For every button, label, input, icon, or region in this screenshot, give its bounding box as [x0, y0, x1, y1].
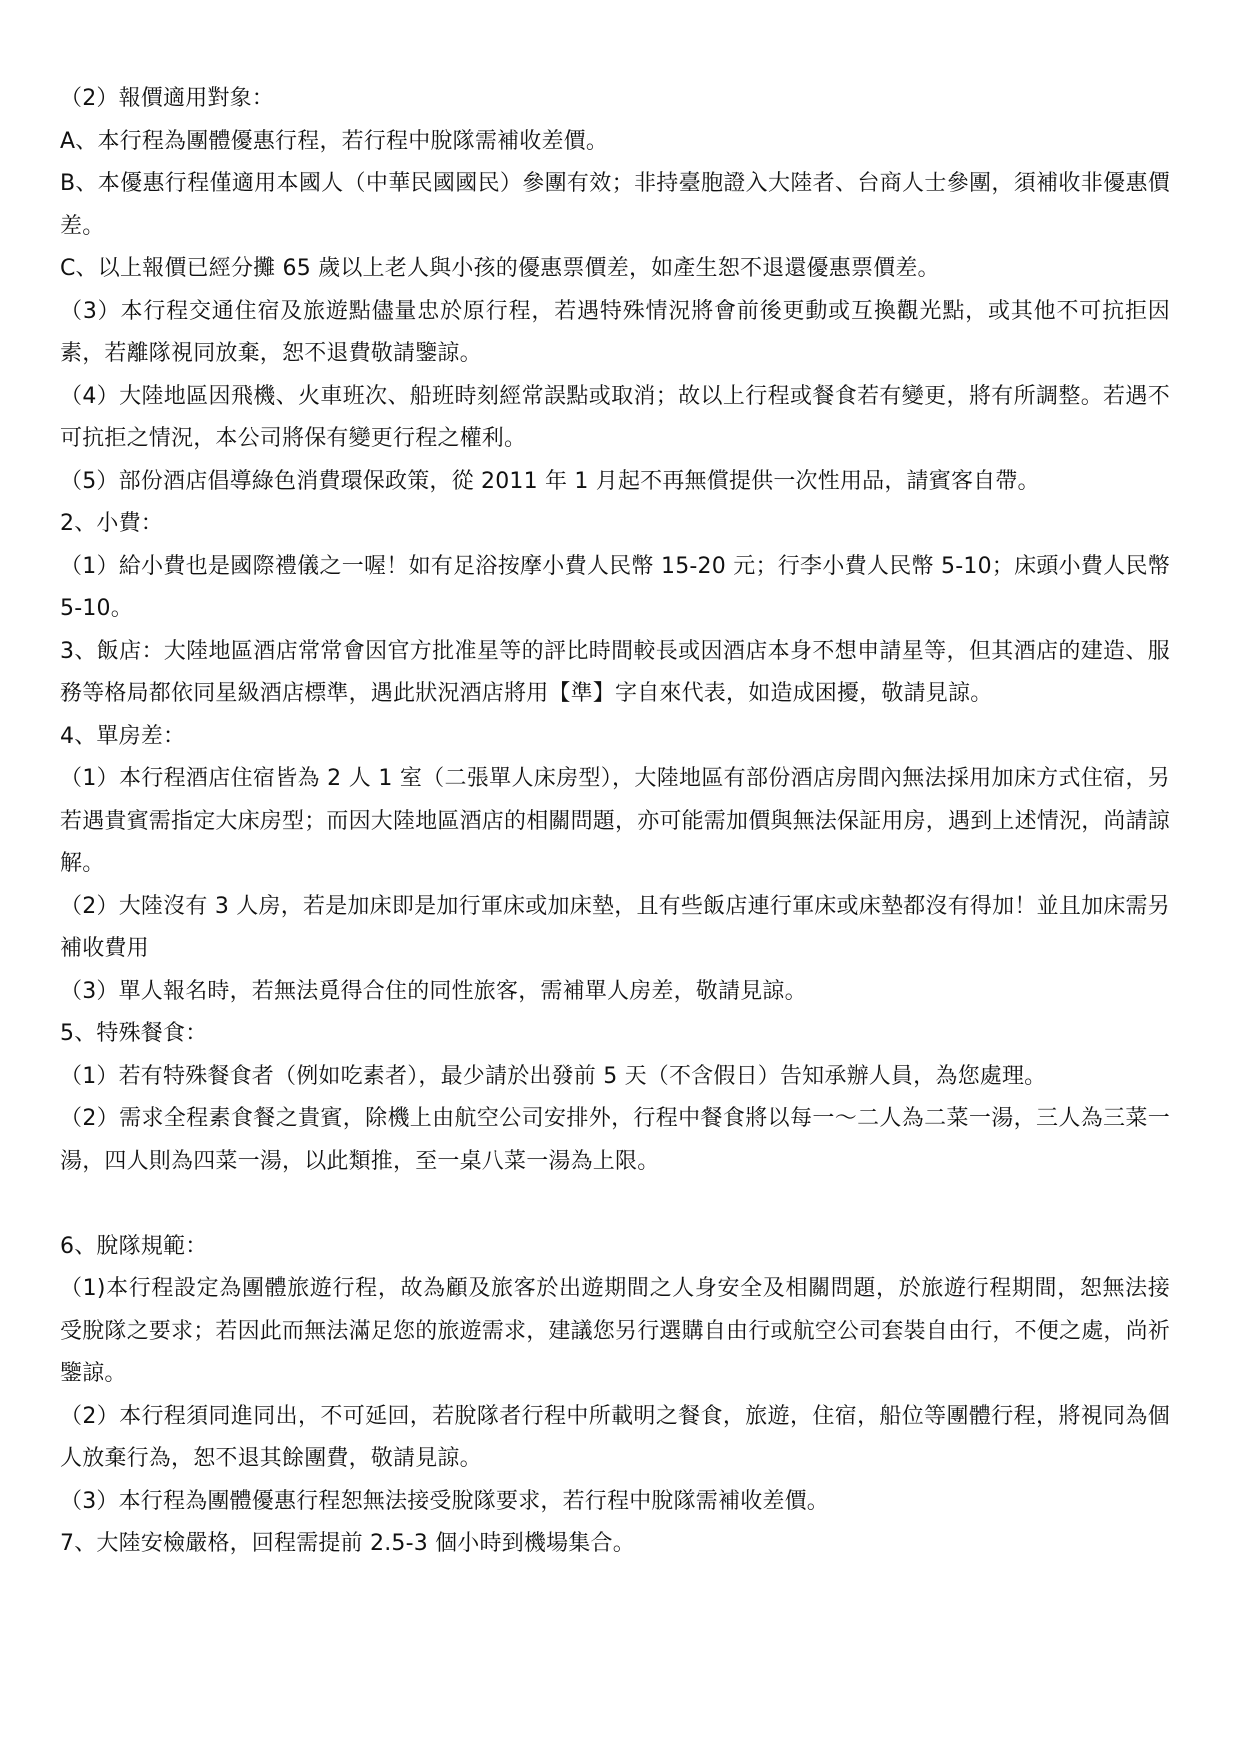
leaving-group-rule-2: （2）本行程須同進同出，不可延回，若脫隊者行程中所載明之餐食，旅遊，住宿，船位等團體行程，將視同為個人放棄行為，恕不退其餘團費，敬請見諒。	[60, 1403, 1170, 1471]
vegetarian-meals-note: （2）需求全程素食餐之貴賓，除機上由航空公司安排外，行程中餐食將以每一～二人為二菜一湯，三人為三菜一湯，四人則為四菜一湯，以此類推，至一桌八菜一湯為上限。	[60, 1106, 1170, 1174]
leaving-group-rule-3: （3）本行程為團體優惠行程恕無法接受脫隊要求，若行程中脫隊需補收差價。	[60, 1488, 829, 1514]
leaving-group-heading: 6、脫隊規範：	[60, 1233, 208, 1259]
single-registration-note: （3）單人報名時，若無法覓得合住的同性旅客，需補單人房差，敬請見諒。	[60, 978, 807, 1004]
eco-policy-note: （5）部份酒店倡導綠色消費環保政策，從 2011 年 1 月起不再無償提供一次性用品，請賓客自帶。	[60, 468, 1040, 494]
tips-detail: （1）給小費也是國際禮儀之一喔！如有足浴按摩小費人民幣 15-20 元；行李小費人民幣 5-10；床頭小費人民幣 5-10。	[60, 553, 1170, 621]
special-meals-heading: 5、特殊餐食：	[60, 1021, 208, 1046]
triple-room-note: （2）大陸沒有 3 人房，若是加床即是加行軍床或加床墊，且有些飯店連行軍床或床墊都沒有得加！並且加床需另補收費用	[60, 893, 1170, 961]
nationality-restriction-note: B、本優惠行程僅適用本國人（中華民國國民）參團有效；非持臺胞證入大陸者、台商人士參團，須補收非優惠價差。	[60, 171, 1170, 239]
senior-child-discount-note: C、以上報價已經分攤 65 歲以上老人與小孩的優惠票價差，如產生恕不退還優惠票價差。	[60, 256, 940, 281]
special-meals-notice: （1）若有特殊餐食者（例如吃素者），最少請於出發前 5 天（不含假日）告知承辦人員，為您處理。	[60, 1063, 1047, 1089]
leaving-group-rule-1: （1)本行程設定為團體旅遊行程，故為顧及旅客於出遊期間之人身安全及相關問題，於旅遊行程期間，恕無法接受脫隊之要求；若因此而無法滿足您的旅遊需求，建議您另行選購自由行或航空公司套裝自由行，不便之處，尚祈鑒諒。	[60, 1276, 1171, 1386]
group-discount-note: A、本行程為團體優惠行程，若行程中脫隊需補收差價。	[60, 128, 609, 154]
tips-heading: 2、小費：	[60, 511, 163, 536]
itinerary-change-note: （3）本行程交通住宿及旅遊點儘量忠於原行程，若遇特殊情況將會前後更動或互換觀光點，或其他不可抗拒因素，若離隊視同放棄，恕不退費敬請鑒諒。	[60, 298, 1170, 366]
quote-target-heading: （2）報價適用對象：	[60, 86, 274, 111]
room-type-note: （1）本行程酒店住宿皆為 2 人 1 室（二張單人床房型），大陸地區有部份酒店房間內無法採用加床方式住宿，另若遇貴賓需指定大床房型；而因大陸地區酒店的相關問題，亦可能需加價與無法保証用房，遇到上述情況，尚請諒解。	[60, 766, 1171, 876]
transport-delay-note: （4）大陸地區因飛機、火車班次、船班時刻經常誤點或取消；故以上行程或餐食若有變更，將有所調整。若遇不可抗拒之情況，本公司將保有變更行程之權利。	[60, 383, 1170, 451]
security-check-note: 7、大陸安檢嚴格，回程需提前 2.5-3 個小時到機場集合。	[60, 1531, 635, 1556]
single-room-heading: 4、單房差：	[60, 723, 186, 749]
hotel-rating-note: 3、飯店：大陸地區酒店常常會因官方批准星等的評比時間較長或因酒店本身不想申請星等，但其酒店的建造、服務等格局都依同星級酒店標準，遇此狀況酒店將用【準】字自來代表，如造成困擾，敬請見諒。	[60, 638, 1170, 706]
document-page	[60, 78, 1170, 1566]
blank-line	[60, 1183, 1170, 1226]
